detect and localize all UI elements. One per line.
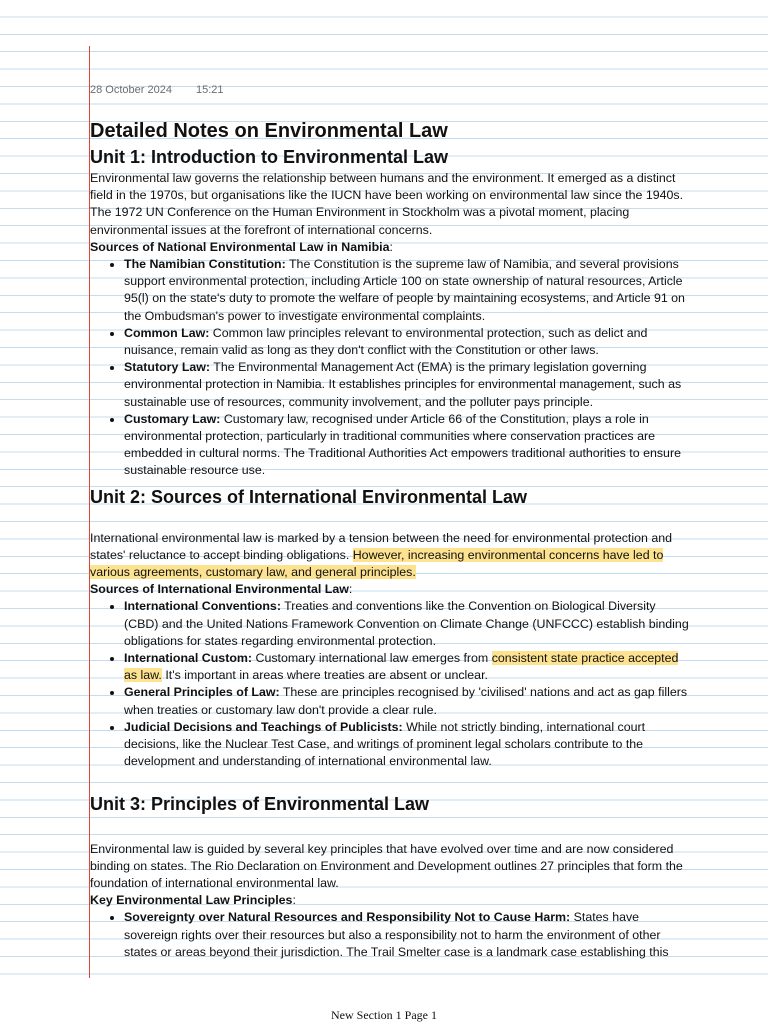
list-item: • Common Law: Common law principles relevant to environmental protection, such as delict and nuisance, remain valid as long as they don't conflict with the Constitution or other laws. xyxy=(124,325,690,359)
unit2-intro: International environmental law is marked by a tension between the need for environmental protection and states' reluctance to accept binding obligations. However, increasing environmental concerns have led to various agreements, customary law, and general principles. xyxy=(90,530,673,580)
page-footer: New Section 1 Page 1 xyxy=(331,1008,437,1022)
unit2-heading: Unit 2: Sources of International Environmental Law xyxy=(90,486,528,507)
note-date: 28 October 2024 xyxy=(90,84,172,96)
list-item: • The Namibian Constitution: The Constitution is the supreme law of Namibia, and several provisions support environmental protection, including Article 100 on state ownership of natural resources, Article 95(l) on the state's duty to promote the welfare of people by maintaining ecosystems, and Article 91 on the Ombudsman's power to investigate environmental complaints. xyxy=(124,256,690,325)
list-item: • General Principles of Law: These are principles recognised by 'civilised' nations and act as gap fillers when treaties or customary law don't provide a clear rule. xyxy=(124,684,690,718)
highlight: However, increasing environmental concerns have led to various agreements, customary law, and general principles. xyxy=(90,547,664,580)
page-title: Detailed Notes on Environmental Law xyxy=(90,120,448,142)
note-page xyxy=(90,80,690,961)
unit1-intro: Environmental law governs the relationship between humans and the environment. It emerged as a distinct field in the 1970s, but organisations like the IUCN have been working on environmental law since the 1940s. The 1972 UN Conference on the Human Environment in Stockholm was a pivotal moment, placing environmental issues at the forefront of international concerns. xyxy=(90,171,684,237)
list-item: • International Custom: Customary international law emerges from consistent state practice accepted as law. It's important in areas where treaties are absent or unclear. xyxy=(124,650,690,684)
list-item: • Statutory Law: The Environmental Management Act (EMA) is the primary legislation governing environmental protection in Namibia. It establishes principles for environmental management, such as sustainable use of resources, community involvement, and the polluter pays principle. xyxy=(124,359,690,411)
unit3-heading: Unit 3: Principles of Environmental Law xyxy=(90,793,430,814)
list-item: • Sovereignty over Natural Resources and Responsibility Not to Cause Harm: States have sovereign rights over their resources but also a responsibility not to harm the environment of other states or areas beyond their jurisdiction. The Trail Smelter case is a landmark case establishing this xyxy=(124,909,690,961)
highlight: consistent state practice accepted as law. xyxy=(124,651,679,683)
unit1-list xyxy=(90,256,690,480)
unit1-sources-label: Sources of National Environmental Law in Namibia: xyxy=(90,239,393,254)
unit3-sources-label: Key Environmental Law Principles: xyxy=(90,893,296,908)
unit1-heading: Unit 1: Introduction to Environmental Law xyxy=(90,147,448,167)
list-item: • Customary Law: Customary law, recognised under Article 66 of the Constitution, plays a role in environmental protection, particularly in traditional communities where conservation practices are embedded in cultural norms. The Traditional Authorities Act empowers traditional authorities to ensure sustainable resource use. xyxy=(124,411,690,480)
unit2-sources-label: Sources of International Environmental Law: xyxy=(90,582,353,597)
unit3-intro: Environmental law is guided by several key principles that have evolved over time and are now considered binding on states. The Rio Declaration on Environment and Development outlines 27 principles that form the foundation of international environmental law. xyxy=(90,841,683,890)
unit3-list xyxy=(90,909,690,961)
unit2-list xyxy=(90,598,690,770)
list-item: • Judicial Decisions and Teachings of Publicists: While not strictly binding, international court decisions, like the Nuclear Test Case, and writings of prominent legal scholars contribute to the development and understanding of international environmental law. xyxy=(124,719,690,771)
list-item: • International Conventions: Treaties and conventions like the Convention on Biological Diversity (CBD) and the United Nations Framework Convention on Climate Change (UNFCCC) establish binding obligations for states regarding environmental protection. xyxy=(124,598,690,650)
note-timestamp xyxy=(90,80,690,100)
note-time: 15:21 xyxy=(195,84,224,96)
